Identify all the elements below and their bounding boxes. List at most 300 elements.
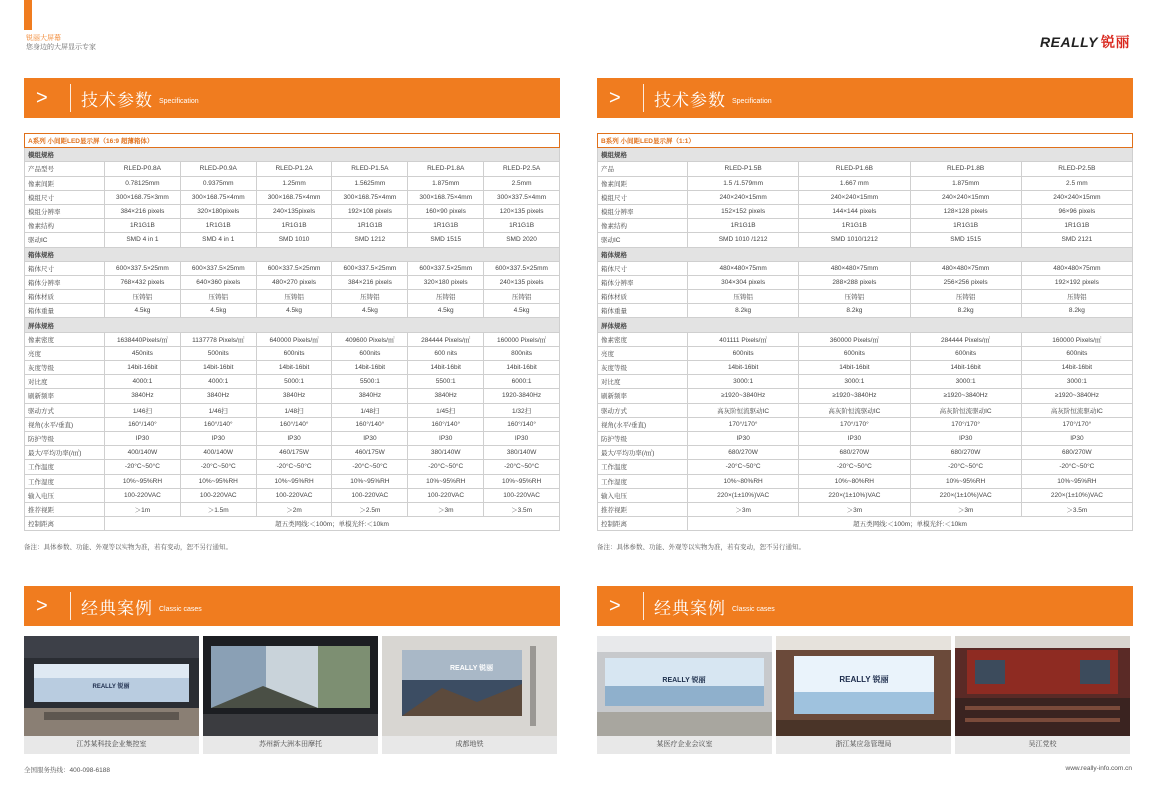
- table-cell: 160°/140°: [105, 417, 181, 431]
- section-header: 模组规格: [25, 148, 560, 162]
- table-row: [598, 346, 1133, 360]
- table-cell: 10%~95%RH: [910, 474, 1021, 488]
- table-cell: 4.5kg: [408, 304, 484, 318]
- table-cell: 600nits: [799, 346, 910, 360]
- table-cell: 450nits: [105, 346, 181, 360]
- table-cell: -20°C~50°C: [105, 460, 181, 474]
- section-header-row: [598, 148, 1133, 162]
- cases-banner-left: [24, 586, 560, 626]
- table-cell: 1/46扫: [105, 403, 181, 417]
- case-image-metro: [382, 636, 557, 736]
- table-cell: RLED-P1.6B: [799, 162, 910, 176]
- table-cell: SMD 4 in 1: [105, 233, 181, 247]
- table-cell: 480×270 pixels: [256, 275, 332, 289]
- table-cell: -20°C~50°C: [688, 460, 799, 474]
- table-cell: ＞3m: [408, 502, 484, 516]
- table-cell: -20°C~50°C: [799, 460, 910, 474]
- table-cell: 14bit-16bit: [256, 361, 332, 375]
- case-image-meeting-room: [597, 636, 772, 736]
- section-header: 屏体规格: [598, 318, 1133, 332]
- table-cell: ＞2.5m: [332, 502, 408, 516]
- row-label: 箱体重量: [598, 304, 688, 318]
- table-cell: 2.5 mm: [1021, 176, 1132, 190]
- table-cell: 220×(1±10%)VAC: [688, 488, 799, 502]
- table-cell: 240×240×15mm: [799, 190, 910, 204]
- cases-banner-right: [597, 586, 1133, 626]
- banner-subtitle: Specification: [159, 97, 199, 105]
- banner-divider: [643, 84, 644, 112]
- chevron-right-icon: >: [36, 594, 48, 617]
- table-cell: 600×337.5×25mm: [408, 261, 484, 275]
- row-label: 最大/平均功率(/㎡): [598, 446, 688, 460]
- row-label: 工作湿度: [598, 474, 688, 488]
- table-cell: ＞2m: [256, 502, 332, 516]
- table-row: [598, 431, 1133, 445]
- table-cell: RLED-P1.5A: [332, 162, 408, 176]
- table-row: [598, 204, 1133, 218]
- table-cell: 1.875mm: [910, 176, 1021, 190]
- case-photo: [24, 636, 199, 754]
- table-cell: 8.2kg: [688, 304, 799, 318]
- table-row: [25, 275, 560, 289]
- table-cell: 460/175W: [332, 446, 408, 460]
- row-label: 推荐视距: [25, 502, 105, 516]
- banner-divider: [70, 592, 71, 620]
- table-cell: 1/48扫: [332, 403, 408, 417]
- table-cell: -20°C~50°C: [408, 460, 484, 474]
- table-cell: IP30: [105, 431, 181, 445]
- service-hotline: 全国服务热线：400-098-6188: [24, 767, 110, 774]
- table-cell: 680/270W: [910, 446, 1021, 460]
- table-cell: 压铸铝: [1021, 290, 1132, 304]
- table-cell: 320×180pixels: [180, 204, 256, 218]
- table-row: [25, 290, 560, 304]
- section-header-row: [25, 247, 560, 261]
- table-title: A系列 小间距LED显示屏（16:9 超薄箱体）: [25, 134, 560, 148]
- table-cell: 480×480×75mm: [688, 261, 799, 275]
- table-cell: SMD 1010: [256, 233, 332, 247]
- table-cell: 高灰阶恒流驱动IC: [799, 403, 910, 417]
- table-cell: 14bit-16bit: [484, 361, 560, 375]
- table-cell: 1R1G1B: [256, 219, 332, 233]
- table-cell: 240×135pixels: [256, 204, 332, 218]
- table-cell: 14bit-16bit: [180, 361, 256, 375]
- chevron-right-icon: >: [609, 594, 621, 617]
- table-row: [25, 460, 560, 474]
- table-cell: 500nits: [180, 346, 256, 360]
- table-row: [598, 290, 1133, 304]
- row-label: 对比度: [598, 375, 688, 389]
- table-cell: 100-220VAC: [484, 488, 560, 502]
- table-cell: 240×135 pixels: [484, 275, 560, 289]
- table-cell: 3000:1: [910, 375, 1021, 389]
- table-cell: 10%~95%RH: [408, 474, 484, 488]
- chevron-right-icon: >: [609, 86, 621, 109]
- brand-logo: [1040, 32, 1130, 52]
- row-label: 防护等级: [598, 431, 688, 445]
- row-label: 驱动方式: [25, 403, 105, 417]
- table-cell: 1920-3840Hz: [484, 389, 560, 403]
- table-cell: 1.875mm: [408, 176, 484, 190]
- table-cell: 600×337.5×25mm: [484, 261, 560, 275]
- table-cell: 8.2kg: [799, 304, 910, 318]
- spec-banner-left: [24, 78, 560, 118]
- table-row: [598, 304, 1133, 318]
- banner-subtitle: Specification: [732, 97, 772, 105]
- table-row: [25, 361, 560, 375]
- table-cell: -20°C~50°C: [256, 460, 332, 474]
- case-gallery-left: [24, 636, 557, 754]
- row-label: 控制距离: [25, 517, 105, 531]
- table-cell: 160°/140°: [484, 417, 560, 431]
- table-row: [598, 219, 1133, 233]
- table-cell: 300×168.75×4mm: [332, 190, 408, 204]
- case-image-showroom: [203, 636, 378, 736]
- note-right: 备注：具体参数、功能、外观等以实物为准，若有变动，恕不另行通知。: [597, 544, 805, 551]
- table-row: [25, 474, 560, 488]
- case-caption: 成都地铁: [455, 741, 484, 748]
- table-cell: SMD 1515: [408, 233, 484, 247]
- table-cell: 1137778 Pixels/㎡: [180, 332, 256, 346]
- table-cell: 220×(1±10%)VAC: [910, 488, 1021, 502]
- table-cell: IP30: [799, 431, 910, 445]
- case-caption: 江苏某科技企业集控室: [76, 741, 147, 748]
- table-row: [598, 417, 1133, 431]
- table-cell: 680/270W: [1021, 446, 1132, 460]
- table-row: [598, 361, 1133, 375]
- table-cell: 284444 Pixels/㎡: [408, 332, 484, 346]
- table-cell: RLED-P2.5A: [484, 162, 560, 176]
- table-cell: 3840Hz: [180, 389, 256, 403]
- table-cell: 100-220VAC: [105, 488, 181, 502]
- row-label: 箱体材质: [25, 290, 105, 304]
- table-cell: 460/175W: [256, 446, 332, 460]
- table-cell: RLED-P1.8B: [910, 162, 1021, 176]
- case-caption: 苏州新大洲本田摩托: [259, 741, 322, 748]
- table-row: [25, 190, 560, 204]
- section-header: 模组规格: [598, 148, 1133, 162]
- table-cell: 1.667 mm: [799, 176, 910, 190]
- table-cell: 4000:1: [105, 375, 181, 389]
- table-cell: SMD 1010 /1212: [688, 233, 799, 247]
- row-label: 视角(水平/垂直): [598, 417, 688, 431]
- table-row: [598, 403, 1133, 417]
- table-cell: IP30: [688, 431, 799, 445]
- table-cell: IP30: [1021, 431, 1132, 445]
- table-cell: 1R1G1B: [484, 219, 560, 233]
- table-row: [25, 261, 560, 275]
- table-cell: 300×168.75×3mm: [105, 190, 181, 204]
- table-cell: IP30: [180, 431, 256, 445]
- banner-subtitle: Classic cases: [732, 605, 775, 613]
- table-cell: ≥1920~3840Hz: [799, 389, 910, 403]
- table-cell: RLED-P0.9A: [180, 162, 256, 176]
- table-cell: 400/140W: [105, 446, 181, 460]
- table-cell: 100-220VAC: [332, 488, 408, 502]
- table-cell: 1638440Pixels/㎡: [105, 332, 181, 346]
- table-cell: 10%~95%RH: [484, 474, 560, 488]
- banner-divider: [643, 592, 644, 620]
- table-row: [25, 389, 560, 403]
- table-cell: 10%~95%RH: [105, 474, 181, 488]
- table-cell: 1R1G1B: [1021, 219, 1132, 233]
- screen-logo: REALLY 锐丽: [839, 675, 889, 684]
- table-row: [25, 346, 560, 360]
- table-cell: -20°C~50°C: [332, 460, 408, 474]
- table-cell: 220×(1±10%)VAC: [1021, 488, 1132, 502]
- table-cell: 14bit-16bit: [408, 361, 484, 375]
- table-cell: 3000:1: [688, 375, 799, 389]
- table-cell: SMD 1515: [910, 233, 1021, 247]
- table-cell: 超五类网线:＜100m；单模光纤:＜10km: [105, 517, 560, 531]
- table-cell: 4.5kg: [180, 304, 256, 318]
- table-cell: 401111 Pixels/㎡: [688, 332, 799, 346]
- section-header: 箱体规格: [25, 247, 560, 261]
- table-row: [25, 332, 560, 346]
- table-cell: 14bit-16bit: [332, 361, 408, 375]
- table-cell: 384×216 pixels: [332, 275, 408, 289]
- table-cell: 240×240×15mm: [910, 190, 1021, 204]
- table-cell: 170°/170°: [1021, 417, 1132, 431]
- table-row: [25, 219, 560, 233]
- table-cell: 压铸铝: [688, 290, 799, 304]
- screen-logo: REALLY 锐丽: [450, 665, 494, 672]
- table-cell: 288×288 pixels: [799, 275, 910, 289]
- table-cell: 220×(1±10%)VAC: [799, 488, 910, 502]
- banner-title: 技术参数: [654, 90, 726, 110]
- table-row: [25, 431, 560, 445]
- table-cell: 1/32扫: [484, 403, 560, 417]
- case-caption: 吴江党校: [1028, 741, 1057, 748]
- row-label: 模组分辨率: [25, 204, 105, 218]
- case-caption: 某医疗企业会议室: [656, 741, 713, 748]
- table-cell: 160°/140°: [408, 417, 484, 431]
- table-row: [598, 233, 1133, 247]
- table-cell: 400/140W: [180, 446, 256, 460]
- row-label: 刷新频率: [25, 389, 105, 403]
- table-cell: 2.5mm: [484, 176, 560, 190]
- table-cell: ＞3m: [910, 502, 1021, 516]
- table-cell: 10%~95%RH: [332, 474, 408, 488]
- table-cell: 10%~95%RH: [1021, 474, 1132, 488]
- brand-tagline: [26, 34, 96, 52]
- table-cell: IP30: [484, 431, 560, 445]
- table-cell: SMD 4 in 1: [180, 233, 256, 247]
- table-cell: 170°/170°: [910, 417, 1021, 431]
- table-cell: 4.5kg: [105, 304, 181, 318]
- table-cell: 0.9375mm: [180, 176, 256, 190]
- tagline-slogan: 您身边的大屏显示专家: [26, 44, 96, 51]
- table-cell: 600nits: [1021, 346, 1132, 360]
- row-label: 像素结构: [25, 219, 105, 233]
- table-cell: 300×168.75×4mm: [180, 190, 256, 204]
- table-cell: 600×337.5×25mm: [180, 261, 256, 275]
- table-cell: 256×256 pixels: [910, 275, 1021, 289]
- table-cell: 4.5kg: [484, 304, 560, 318]
- table-cell: 1.25mm: [256, 176, 332, 190]
- corner-tab: [24, 0, 32, 30]
- table-row: [598, 176, 1133, 190]
- table-cell: 152×152 pixels: [688, 204, 799, 218]
- screen-logo: REALLY 锐丽: [662, 677, 706, 684]
- row-label: 刷新频率: [598, 389, 688, 403]
- case-image-party-school: [955, 636, 1130, 736]
- table-cell: SMD 1010/1212: [799, 233, 910, 247]
- case-photo: [955, 636, 1130, 754]
- table-cell: 600×337.5×25mm: [256, 261, 332, 275]
- table-row: [598, 502, 1133, 516]
- table-cell: 680/270W: [799, 446, 910, 460]
- row-label: 输入电压: [598, 488, 688, 502]
- table-cell: -20°C~50°C: [1021, 460, 1132, 474]
- section-header: 箱体规格: [598, 247, 1133, 261]
- table-cell: 768×432 pixels: [105, 275, 181, 289]
- section-header-row: [598, 247, 1133, 261]
- table-cell: 304×304 pixels: [688, 275, 799, 289]
- row-label: 推荐视距: [598, 502, 688, 516]
- table-cell: ＞3.5m: [484, 502, 560, 516]
- table-row: [25, 417, 560, 431]
- table-row: [598, 332, 1133, 346]
- banner-title: 技术参数: [81, 90, 153, 110]
- case-photo: [382, 636, 557, 754]
- banner-title: 经典案例: [654, 598, 726, 618]
- table-cell: 3840Hz: [332, 389, 408, 403]
- table-row: [598, 375, 1133, 389]
- row-label: 输入电压: [25, 488, 105, 502]
- spec-table-b-series: [597, 133, 1133, 531]
- table-cell: 96×96 pixels: [1021, 204, 1132, 218]
- table-cell: 1R1G1B: [799, 219, 910, 233]
- table-cell: 1/48扫: [256, 403, 332, 417]
- table-cell: ＞3.5m: [1021, 502, 1132, 516]
- row-label: 箱体尺寸: [25, 261, 105, 275]
- table-cell: RLED-P2.5B: [1021, 162, 1132, 176]
- table-cell: 300×337.5×4mm: [484, 190, 560, 204]
- case-image-control-room: [24, 636, 199, 736]
- chevron-right-icon: >: [36, 86, 48, 109]
- table-row: [25, 304, 560, 318]
- tagline-brand: 锐丽大屏幕: [26, 35, 61, 42]
- table-cell: 360000 Pixels/㎡: [799, 332, 910, 346]
- table-cell: 409600 Pixels/㎡: [332, 332, 408, 346]
- table-row: [598, 162, 1133, 176]
- row-label: 产品: [598, 162, 688, 176]
- table-cell: 160000 Pixels/㎡: [1021, 332, 1132, 346]
- table-cell: -20°C~50°C: [484, 460, 560, 474]
- table-cell: 3840Hz: [105, 389, 181, 403]
- table-cell: 6000:1: [484, 375, 560, 389]
- table-row: [598, 261, 1133, 275]
- table-cell: 高灰阶恒流驱动IC: [688, 403, 799, 417]
- row-label: 亮度: [598, 346, 688, 360]
- table-cell: 384×216 pixels: [105, 204, 181, 218]
- table-cell: 14bit-16bit: [910, 361, 1021, 375]
- table-cell: 284444 Pixels/㎡: [910, 332, 1021, 346]
- table-cell: 4.5kg: [256, 304, 332, 318]
- table-cell: 300×168.75×4mm: [408, 190, 484, 204]
- table-row: [598, 446, 1133, 460]
- table-row: [598, 389, 1133, 403]
- table-cell: 380/140W: [408, 446, 484, 460]
- table-cell: 压铸铝: [484, 290, 560, 304]
- row-label: 视角(水平/垂直): [25, 417, 105, 431]
- table-cell: ＞3m: [688, 502, 799, 516]
- table-cell: 10%~95%RH: [256, 474, 332, 488]
- row-label: 箱体尺寸: [598, 261, 688, 275]
- table-cell: 5500:1: [332, 375, 408, 389]
- row-label: 亮度: [25, 346, 105, 360]
- table-row: [598, 488, 1133, 502]
- table-cell: ＞3m: [799, 502, 910, 516]
- table-cell: 640×360 pixels: [180, 275, 256, 289]
- table-cell: 1R1G1B: [688, 219, 799, 233]
- row-label: 箱体分辨率: [598, 275, 688, 289]
- section-header-row: [598, 318, 1133, 332]
- table-cell: 14bit-16bit: [1021, 361, 1132, 375]
- row-label: 模组尺寸: [25, 190, 105, 204]
- table-row: [25, 488, 560, 502]
- table-cell: 超五类网线:＜100m；单模光纤:＜10km: [688, 517, 1133, 531]
- table-cell: ≥1920~3840Hz: [1021, 389, 1132, 403]
- table-cell: -20°C~50°C: [910, 460, 1021, 474]
- table-cell: 1R1G1B: [105, 219, 181, 233]
- table-row: [25, 375, 560, 389]
- table-cell: 600×337.5×25mm: [332, 261, 408, 275]
- table-cell: 100-220VAC: [180, 488, 256, 502]
- table-row-control-distance: [25, 517, 560, 531]
- row-label: 箱体材质: [598, 290, 688, 304]
- table-cell: 3000:1: [799, 375, 910, 389]
- row-label: 灰度等级: [598, 361, 688, 375]
- table-cell: 160°/140°: [256, 417, 332, 431]
- table-row: [25, 446, 560, 460]
- table-cell: RLED-P0.8A: [105, 162, 181, 176]
- table-row: [598, 190, 1133, 204]
- logo-cn: 锐丽: [1101, 34, 1130, 50]
- table-cell: 300×168.75×4mm: [256, 190, 332, 204]
- row-label: 控制距离: [598, 517, 688, 531]
- table-cell: 高灰阶恒流驱动IC: [1021, 403, 1132, 417]
- table-cell: RLED-P1.2A: [256, 162, 332, 176]
- table-cell: 4000:1: [180, 375, 256, 389]
- table-cell: 160000 Pixels/㎡: [484, 332, 560, 346]
- table-title-row: [25, 134, 560, 148]
- table-cell: 高灰阶恒流驱动IC: [910, 403, 1021, 417]
- table-cell: 5000:1: [256, 375, 332, 389]
- row-label: 工作温度: [598, 460, 688, 474]
- case-photo: [597, 636, 772, 754]
- table-row: [25, 176, 560, 190]
- case-caption: 浙江某应急管理局: [835, 741, 892, 748]
- website-url[interactable]: www.really-info.com.cn: [1065, 765, 1132, 772]
- table-cell: 10%~95%RH: [180, 474, 256, 488]
- table-cell: 压铸铝: [332, 290, 408, 304]
- row-label: 像素密度: [598, 332, 688, 346]
- table-cell: 1R1G1B: [180, 219, 256, 233]
- table-cell: 192×192 pixels: [1021, 275, 1132, 289]
- section-header-row: [25, 318, 560, 332]
- table-row: [598, 474, 1133, 488]
- table-cell: 14bit-16bit: [688, 361, 799, 375]
- row-label: 箱体分辨率: [25, 275, 105, 289]
- table-cell: 480×480×75mm: [1021, 261, 1132, 275]
- table-cell: ≥1920~3840Hz: [688, 389, 799, 403]
- table-cell: 600nits: [688, 346, 799, 360]
- row-label: 驱动方式: [598, 403, 688, 417]
- table-row: [25, 233, 560, 247]
- row-label: 模组分辨率: [598, 204, 688, 218]
